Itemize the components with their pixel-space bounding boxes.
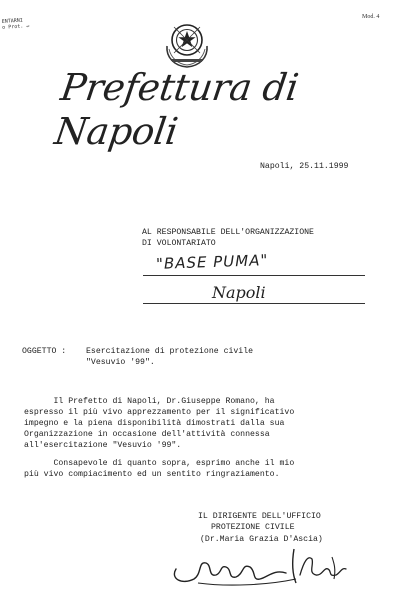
body-paragraph-1-line-3: impegno e la piena disponibilità dimostrati dalla sua — [24, 419, 285, 428]
signature-title-line-1: IL DIRIGENTE DELL'UFFICIO — [198, 512, 321, 521]
body-paragraph-2-line-2: più vivo compiacimento ed un sentito ringraziamento. — [24, 470, 280, 479]
recipient-city: Napoli — [212, 283, 266, 302]
signature-title-line-2: PROTEZIONE CIVILE — [211, 523, 295, 532]
body-paragraph-1-line-2: espresso il più vivo apprezzamento per il significativo — [24, 408, 295, 417]
corner-stamp-line1: ENTARNI — [1, 17, 24, 25]
body-paragraph-1-line-5: all'esercitazione "Vesuvio '99". — [24, 441, 182, 450]
recipient-underline-2 — [143, 303, 365, 304]
form-code: Mod. 4 — [362, 14, 380, 20]
body-paragraph-2-line-1: Consapevole di quanto sopra, esprimo anche il mio — [24, 459, 295, 468]
subject-label: OGGETTO : — [22, 347, 67, 356]
recipient-organization: "BASE PUMA" — [155, 251, 269, 273]
italian-republic-emblem-icon — [160, 16, 214, 70]
subject-line-2: "Vesuvio '99". — [86, 358, 155, 367]
signatory-name: (Dr.Maria Grazia D'Ascia) — [200, 535, 323, 544]
place-date: Napoli, 25.11.1999 — [260, 162, 349, 171]
recipient-underline-1 — [143, 275, 365, 276]
body-paragraph-1-line-1: Il Prefetto di Napoli, Dr.Giuseppe Romano, ha — [24, 397, 275, 406]
body-paragraph-1-line-4: Organizzazione in occasione dell'attività connessa — [24, 430, 270, 439]
corner-stamp — [2, 17, 30, 31]
corner-stamp-line2: o Prot. ↵ — [2, 23, 30, 31]
handwritten-signature-icon — [168, 539, 358, 591]
recipient-line-2: DI VOLONTARIATO — [142, 239, 216, 248]
recipient-line-1: AL RESPONSABILE DELL'ORGANIZZAZIONE — [142, 228, 314, 237]
prefecture-header: Prefettura di Napoli — [51, 66, 301, 153]
subject-line-1: Esercitazione di protezione civile — [86, 347, 254, 356]
